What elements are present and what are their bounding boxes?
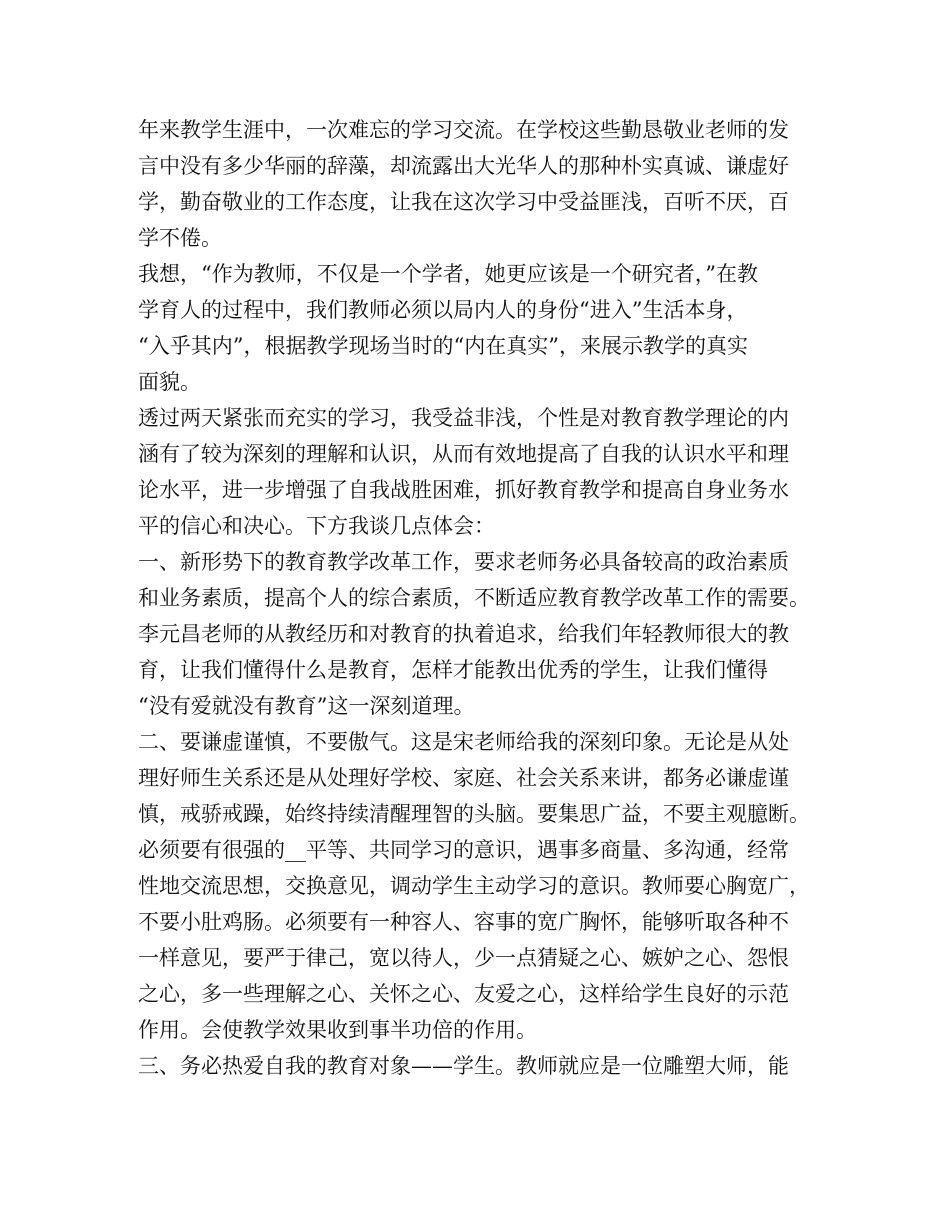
text-line: 透过两天紧张而充实的学习，我受益非浅，个性是对教育教学理论的内 (138, 406, 789, 430)
text-line: 理好师生关系还是从处理好学校、家庭、社会关系来讲，都务必谦虚谨 (138, 766, 789, 790)
text-line: 不要小肚鸡肠。必须要有一种容人、容事的宽广胸怀，能够听取各种不 (138, 910, 789, 934)
text-line: 言中没有多少华丽的辞藻，却流露出大光华人的那种朴实真诚、谦虚好 (138, 154, 789, 178)
text-line: 我想，“作为教师，不仅是一个学者，她更应该是一个研究者，”在教 (138, 262, 758, 286)
text-line: 面貌。 (138, 370, 201, 394)
text-line: 学育人的过程中，我们教师必须以局内人的身份“进入”生活本身， (138, 298, 748, 322)
text-line: 必须要有很强的__平等、共同学习的意识，遇事多商量、多沟通，经常 (138, 838, 789, 862)
text-line: 学，勤奋敬业的工作态度，让我在这次学习中受益匪浅，百听不厌，百 (138, 190, 789, 214)
text-line: “入乎其内”，根据教学现场当时的“内在真实”，来展示教学的真实 (138, 334, 748, 358)
text-line: 涵有了较为深刻的理解和认识，从而有效地提高了自我的认识水平和理 (138, 442, 789, 466)
text-line: 一、新形势下的教育教学改革工作，要求老师务必具备较高的政治素质 (138, 550, 789, 574)
text-line: “没有爱就没有教育”这一深刻道理。 (138, 694, 475, 718)
text-line: 慎，戒骄戒躁，始终持续清醒理智的头脑。要集思广益，不要主观臆断。 (138, 802, 810, 826)
text-line: 年来教学生涯中，一次难忘的学习交流。在学校这些勤恳敬业老师的发 (138, 118, 789, 142)
text-line: 三、务必热爱自我的教育对象——学生。教师就应是一位雕塑大师，能 (138, 1054, 789, 1078)
text-line: 李元昌老师的从教经历和对教育的执着追求，给我们年轻教师很大的教 (138, 622, 789, 646)
text-line: 之心，多一些理解之心、关怀之心、友爱之心，这样给学生良好的示范 (138, 982, 789, 1006)
text-line: 二、要谦虚谨慎，不要傲气。这是宋老师给我的深刻印象。无论是从处 (138, 730, 789, 754)
text-line: 育，让我们懂得什么是教育，怎样才能教出优秀的学生，让我们懂得 (138, 658, 768, 682)
text-line: 平的信心和决心。下方我谈几点体会： (138, 514, 495, 538)
document-body (138, 112, 818, 1084)
text-line: 论水平，进一步增强了自我战胜困难，抓好教育教学和提高自身业务水 (138, 478, 789, 502)
text-line: 性地交流思想，交换意见，调动学生主动学习的意识。教师要心胸宽广， (138, 874, 810, 898)
text-line: 一样意见，要严于律己，宽以待人，少一点猜疑之心、嫉妒之心、怨恨 (138, 946, 789, 970)
text-line: 和业务素质，提高个人的综合素质，不断适应教育教学改革工作的需要。 (138, 586, 810, 610)
text-line: 作用。会使教学效果收到事半功倍的作用。 (138, 1018, 537, 1042)
text-line: 学不倦。 (138, 226, 222, 250)
